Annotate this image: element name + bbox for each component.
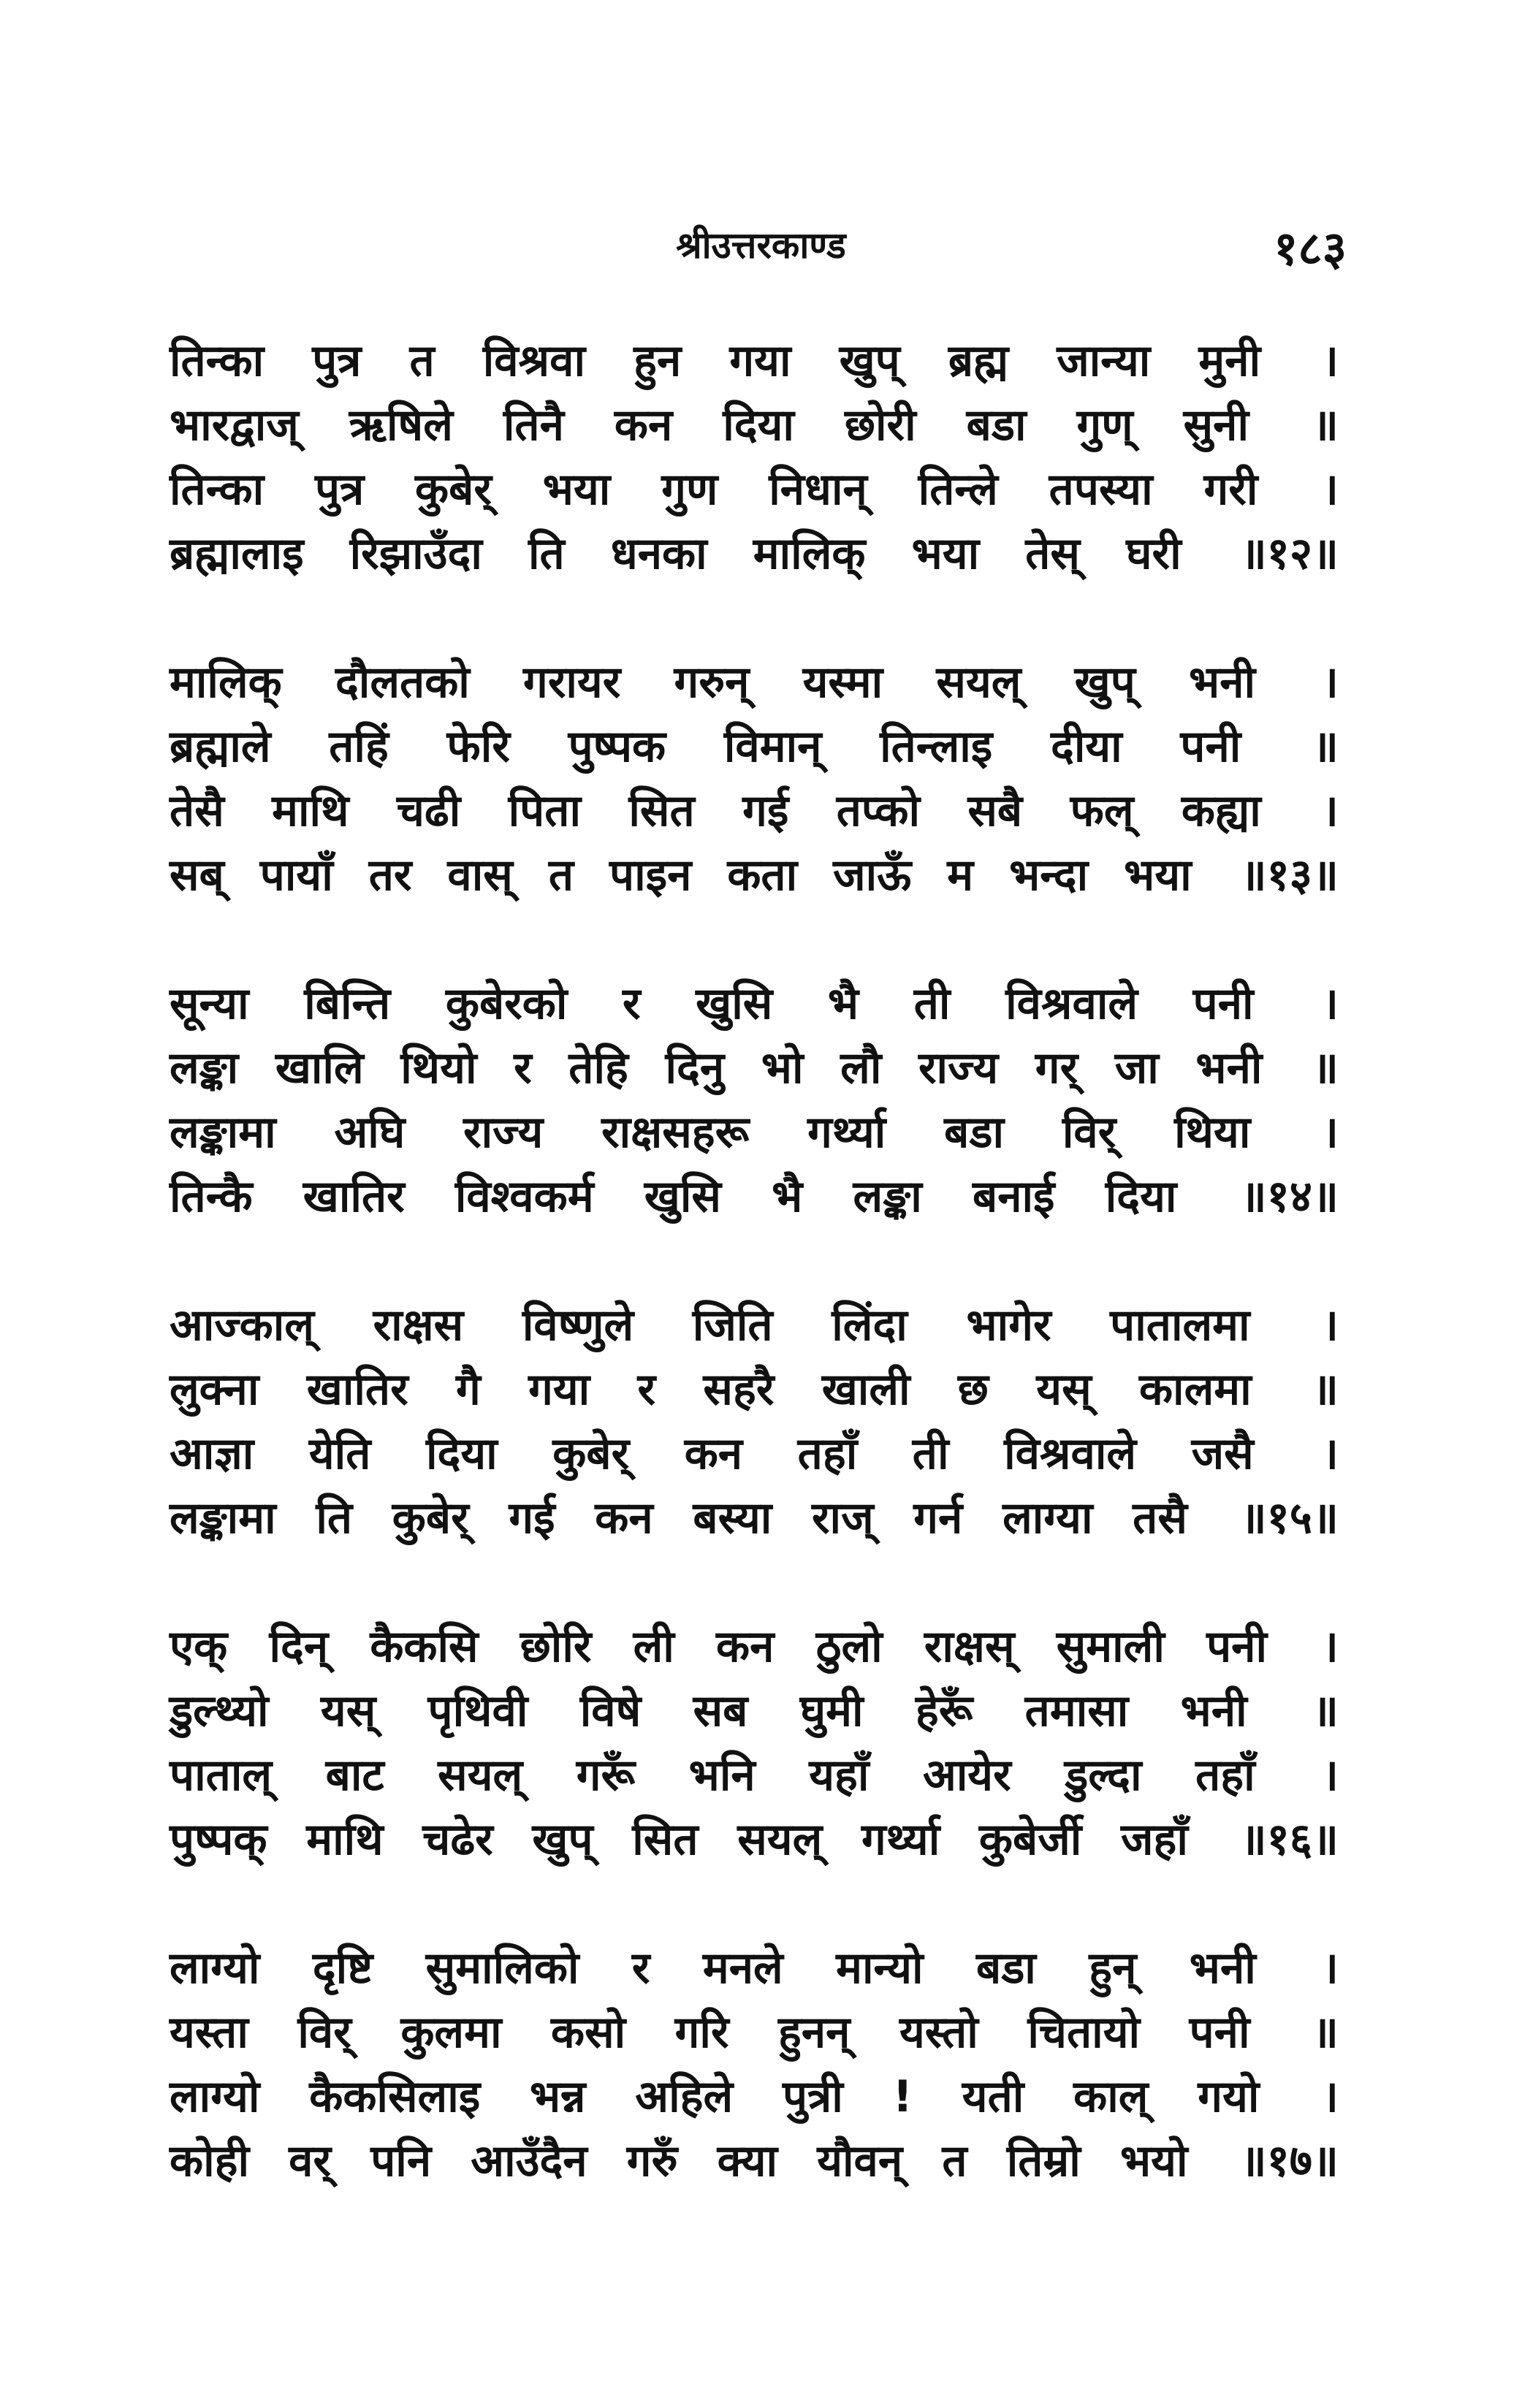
verse-word: लाग्या: [1002, 1493, 1093, 1544]
verse-word: भनी: [1189, 1943, 1256, 1994]
verse-end-mark: ॥१३॥: [1240, 850, 1339, 901]
verse-word: गर्थ्या: [861, 1814, 940, 1865]
verse-word: सुनी: [1183, 400, 1249, 451]
verse-word: यस्मा: [802, 657, 883, 708]
verse-word: गरी: [1203, 464, 1258, 515]
poem-body: [170, 329, 1339, 2258]
verse-word: थियो: [400, 1043, 477, 1094]
verse-word: आज्ञा: [170, 1428, 254, 1479]
verse-word: सयल्: [737, 1814, 823, 1865]
verse-word: विश्रवाले: [1005, 978, 1138, 1029]
verse-word: पुत्री: [783, 2071, 843, 2122]
verse-word: तिन्का: [170, 335, 265, 386]
verse-line: [170, 1357, 1339, 1422]
verse-word: गरि: [674, 2007, 729, 2058]
verse-word: कुबेर्जी: [978, 1814, 1082, 1865]
verse-word: तेस्: [1025, 528, 1080, 579]
verse-word: तप्को: [836, 785, 920, 837]
stanza: [170, 329, 1339, 586]
verse-end-mark: ।: [1322, 1107, 1339, 1158]
verse-word: पाताल्: [170, 1750, 273, 1801]
verse-word: दृष्टि: [312, 1943, 373, 1994]
verse-word: खुप्: [1074, 657, 1135, 708]
verse-word: सहरै: [703, 1364, 775, 1415]
verse-word: गयो: [1198, 2071, 1260, 2122]
verse-word: खुप्: [839, 335, 900, 386]
verse-word: भन्दा: [1009, 850, 1089, 901]
verse-word: चढेर: [422, 1814, 493, 1865]
verse-word: माथि: [272, 785, 349, 837]
verse-word: गई: [509, 1493, 555, 1544]
verse-word: डुल्थ्यो: [170, 1685, 269, 1737]
verse-word: जाऊँ: [833, 850, 912, 901]
verse-word: लौ: [840, 1043, 882, 1094]
verse-word: तेहि: [568, 1043, 628, 1094]
verse-word: विष्णुले: [522, 1300, 634, 1351]
verse-line: [170, 2129, 1339, 2193]
verse-word: कुबेर्: [552, 1428, 630, 1479]
stanza: [170, 650, 1339, 907]
verse-line: [170, 715, 1339, 779]
verse-word: गरुँ: [626, 2135, 678, 2187]
verse-end-mark: ।: [1322, 2071, 1339, 2122]
verse-end-mark: ।: [1322, 785, 1339, 837]
verse-word: कन: [595, 1493, 653, 1544]
verse-word: विर्: [1062, 1107, 1116, 1158]
verse-word: वास्: [447, 850, 513, 901]
verse-word: हुनन्: [778, 2007, 851, 2058]
verse-end-mark: ॥१६॥: [1240, 1814, 1339, 1865]
verse-word: कैकसि: [370, 1621, 479, 1672]
verse-word: विश्वकर्म: [454, 1171, 594, 1222]
verse-end-mark: ।: [1322, 1621, 1339, 1672]
verse-word: दीया: [1050, 721, 1122, 772]
verse-word: कन: [614, 400, 673, 451]
verse-line: [170, 1293, 1339, 1357]
verse-word: भै: [772, 1171, 803, 1222]
verse-word: राक्षस: [373, 1300, 464, 1351]
running-title: श्रीउत्तरकाण्ड: [676, 224, 846, 267]
verse-end-mark: ॥: [1312, 1685, 1339, 1737]
verse-word: कह्या: [1181, 785, 1261, 837]
verse-word: हेरूँ: [915, 1685, 973, 1737]
verse-word: आउँदैन: [471, 2135, 587, 2187]
verse-word: फल्: [1070, 785, 1134, 837]
verse-word: गुण्: [1076, 400, 1133, 451]
page-number: १८३: [1274, 222, 1347, 276]
verse-word: खुसि: [644, 1171, 721, 1222]
verse-word: सबै: [967, 785, 1023, 837]
verse-word: भागेर: [966, 1300, 1051, 1351]
verse-line: [170, 1807, 1339, 1872]
verse-end-mark: ॥: [1312, 2007, 1339, 2058]
verse-word: र: [622, 978, 641, 1029]
verse-word: सुमाली: [1056, 1621, 1165, 1672]
verse-line: [170, 779, 1339, 843]
verse-word: लिंदा: [832, 1300, 908, 1351]
verse-word: सब: [693, 1685, 748, 1737]
verse-word: कैकसिलाइ: [309, 2071, 481, 2122]
verse-word: लाग्यो: [170, 1943, 260, 1994]
verse-word: दिया: [1105, 1171, 1177, 1222]
verse-word: यस्तो: [899, 2007, 978, 2058]
verse-word: विश्रवाले: [1004, 1428, 1137, 1479]
verse-line: [170, 1679, 1339, 1743]
verse-word: भनी: [1180, 1685, 1247, 1737]
verse-word: एक्: [170, 1621, 228, 1672]
verse-word: तसै: [1133, 1493, 1187, 1544]
verse-line: [170, 457, 1339, 522]
verse-word: कुबेरको: [445, 978, 568, 1029]
verse-word: ऋषिले: [349, 400, 453, 451]
verse-word: ति: [316, 1493, 353, 1544]
verse-word: तिन्का: [170, 464, 265, 515]
verse-end-mark: ॥१२॥: [1240, 528, 1339, 579]
verse-line: [170, 522, 1339, 586]
verse-word: सित: [632, 1814, 699, 1865]
verse-word: पुत्र: [312, 335, 362, 386]
verse-word: खातिर: [306, 1364, 408, 1415]
verse-word: गई: [742, 785, 789, 837]
verse-word: राज्य: [463, 1107, 544, 1158]
verse-word: सित: [628, 785, 695, 837]
verse-end-mark: ।: [1322, 978, 1339, 1029]
verse-word: भनि: [688, 1750, 756, 1801]
verse-word: वर्: [289, 2135, 332, 2187]
verse-word: कुबेर्: [415, 464, 492, 515]
verse-word: कोही: [170, 2135, 250, 2187]
verse-word: खातिर: [303, 1171, 405, 1222]
verse-word: बाट: [325, 1750, 384, 1801]
verse-word: कसो: [550, 2007, 626, 2058]
verse-word: दिन्: [269, 1621, 329, 1672]
verse-end-mark: ।: [1322, 657, 1339, 708]
verse-word: यस्: [320, 1685, 376, 1737]
verse-word: छोरी: [844, 400, 916, 451]
verse-end-mark: ॥: [1312, 400, 1339, 451]
verse-word: तर: [368, 850, 412, 901]
verse-word: अहिले: [635, 2071, 734, 2122]
verse-word: र: [631, 1943, 650, 1994]
verse-word: पायाँ: [259, 850, 333, 901]
verse-word: खुसि: [696, 978, 773, 1029]
verse-word: गर्: [1035, 1043, 1078, 1094]
verse-word: सयल्: [936, 657, 1021, 708]
verse-word: जा: [1114, 1043, 1159, 1094]
verse-word: छोरि: [520, 1621, 592, 1672]
stanza: [170, 1293, 1339, 1550]
verse-word: त: [942, 2135, 967, 2187]
verse-word: भनी: [1195, 1043, 1263, 1094]
verse-word: राज्य: [918, 1043, 999, 1094]
verse-word: पनि: [370, 2135, 432, 2187]
verse-word: भारद्वाज्: [170, 400, 299, 451]
verse-word: जहाँ: [1121, 1814, 1188, 1865]
verse-word: भया: [911, 528, 980, 579]
page-header: [0, 219, 1522, 278]
verse-end-mark: ।: [1322, 1943, 1339, 1994]
verse-word: मालिक्: [170, 657, 282, 708]
verse-word: तिन्ले: [918, 464, 998, 515]
verse-word: गया: [528, 1364, 590, 1415]
verse-word: पातालमा: [1110, 1300, 1250, 1351]
verse-word: गरूँ: [576, 1750, 636, 1801]
verse-word: विषे: [579, 1685, 642, 1737]
verse-word: फेरि: [446, 721, 510, 772]
verse-end-mark: ॥: [1312, 1043, 1339, 1094]
verse-line: [170, 650, 1339, 715]
verse-word: कालमा: [1138, 1364, 1252, 1415]
verse-end-mark: ।: [1322, 1750, 1339, 1801]
verse-word: कन: [716, 1621, 775, 1672]
verse-word: मनले: [702, 1943, 783, 1994]
verse-word: सून्या: [170, 978, 249, 1029]
verse-word: पनी: [1189, 2007, 1250, 2058]
verse-word: मालिक्: [753, 528, 866, 579]
verse-end-mark: ॥१७॥: [1240, 2135, 1339, 2187]
verse-end-mark: ।: [1322, 464, 1339, 515]
verse-word: यौवन्: [817, 2135, 903, 2187]
stanza: [170, 972, 1339, 1229]
verse-word: काल्: [1073, 2071, 1149, 2122]
verse-word: चितायो: [1027, 2007, 1141, 2058]
verse-word: घुमी: [799, 1685, 864, 1737]
verse-word: धनका: [610, 528, 707, 579]
verse-line: [170, 1165, 1339, 1229]
verse-word: राक्षसहरू: [601, 1107, 750, 1158]
verse-word: अघि: [334, 1107, 406, 1158]
verse-word: पिता: [508, 785, 581, 837]
verse-word: गर्थ्या: [807, 1107, 886, 1158]
verse-word: पुष्पक: [568, 721, 666, 772]
verse-end-mark: ॥१४॥: [1240, 1171, 1339, 1222]
verse-word: दौलतको: [335, 657, 470, 708]
verse-word: निधान्: [769, 464, 867, 515]
verse-line: [170, 2065, 1339, 2129]
verse-word: दिया: [723, 400, 794, 451]
verse-line: [170, 393, 1339, 457]
verse-word: तहिं: [329, 721, 389, 772]
verse-word: हुन: [633, 335, 682, 386]
verse-end-mark: ।: [1322, 335, 1339, 386]
verse-end-mark: ।: [1322, 1300, 1339, 1351]
stanza: [170, 1936, 1339, 2193]
verse-word: त: [548, 850, 574, 901]
verse-word: र: [514, 1043, 532, 1094]
verse-word: भया: [1124, 850, 1192, 901]
verse-word: माथि: [306, 1814, 384, 1865]
verse-word: खाली: [821, 1364, 910, 1415]
verse-word: ब्रह्मालाइ: [170, 528, 304, 579]
verse-word: तपस्या: [1049, 464, 1153, 515]
verse-word: गै: [455, 1364, 481, 1415]
verse-word: जसै: [1191, 1428, 1254, 1479]
verse-line: [170, 1615, 1339, 1679]
verse-line: [170, 1422, 1339, 1486]
verse-word: !: [892, 2071, 913, 2122]
verse-word: आज्काल्: [170, 1300, 314, 1351]
verse-word: गरायर: [523, 657, 621, 708]
verse-end-mark: ॥: [1312, 721, 1339, 772]
verse-word: बिन्ति: [304, 978, 391, 1029]
verse-word: ब्रह्माले: [170, 721, 271, 772]
verse-word: गरुन्: [674, 657, 750, 708]
verse-word: ती: [913, 978, 951, 1029]
verse-word: चढी: [396, 785, 461, 837]
verse-word: पुष्पक्: [170, 1814, 267, 1865]
verse-word: लङ्का: [853, 1171, 922, 1222]
verse-word: दिया: [425, 1428, 498, 1479]
verse-word: बडा: [975, 1943, 1036, 1994]
verse-word: कन: [684, 1428, 743, 1479]
verse-word: येति: [308, 1428, 371, 1479]
verse-word: लङ्का: [170, 1043, 239, 1094]
verse-word: कता: [727, 850, 798, 901]
verse-word: लङ्कामा: [170, 1107, 276, 1158]
verse-word: पुत्र: [314, 464, 365, 515]
verse-word: डुल्दा: [1065, 1750, 1142, 1801]
verse-word: बस्या: [693, 1493, 772, 1544]
verse-word: मुनी: [1198, 335, 1261, 386]
verse-word: जान्या: [1057, 335, 1151, 386]
verse-line: [170, 1100, 1339, 1165]
verse-end-mark: ॥: [1312, 1364, 1339, 1415]
verse-word: भै: [827, 978, 859, 1029]
verse-word: तमासा: [1024, 1685, 1129, 1737]
verse-word: तिन्लाइ: [880, 721, 993, 772]
verse-word: कुबेर्: [392, 1493, 469, 1544]
verse-word: सुमालिको: [425, 1943, 579, 1994]
verse-word: तिन्कै: [170, 1171, 253, 1222]
verse-line: [170, 1486, 1339, 1550]
verse-word: ली: [633, 1621, 674, 1672]
verse-word: राक्षस्: [924, 1621, 1015, 1672]
verse-line: [170, 2000, 1339, 2065]
verse-word: म: [947, 850, 974, 901]
verse-word: खालि: [275, 1043, 364, 1094]
verse-word: कुलमा: [400, 2007, 502, 2058]
verse-word: भन्न: [530, 2071, 586, 2122]
verse-word: पनी: [1180, 721, 1241, 772]
verse-word: पनी: [1206, 1621, 1267, 1672]
verse-word: तिम्रो: [1006, 2135, 1081, 2187]
verse-word: यती: [962, 2071, 1024, 2122]
verse-line: [170, 843, 1339, 907]
verse-word: गर्न: [913, 1493, 963, 1544]
verse-word: ठुलो: [815, 1621, 883, 1672]
verse-word: छ: [957, 1364, 989, 1415]
verse-word: ब्रह्म: [948, 335, 1009, 386]
stanza: [170, 1615, 1339, 1872]
verse-word: रिझाउँदा: [349, 528, 482, 579]
verse-word: यहाँ: [809, 1750, 870, 1801]
verse-word: लाग्यो: [170, 2071, 260, 2122]
verse-word: भो: [761, 1043, 804, 1094]
verse-word: राज्: [811, 1493, 874, 1544]
verse-word: पनी: [1192, 978, 1254, 1029]
verse-word: हुन्: [1089, 1943, 1137, 1994]
verse-line: [170, 972, 1339, 1036]
verse-word: विश्रवा: [482, 335, 586, 386]
verse-word: सयल्: [438, 1750, 523, 1801]
verse-word: जिति: [692, 1300, 773, 1351]
verse-word: तहाँ: [1195, 1750, 1255, 1801]
verse-word: यस्ता: [170, 2007, 248, 2058]
verse-word: विर्: [297, 2007, 351, 2058]
verse-word: तहाँ: [797, 1428, 858, 1479]
verse-word: दिनु: [665, 1043, 725, 1094]
verse-word: क्या: [717, 2135, 778, 2187]
verse-word: थिया: [1174, 1107, 1251, 1158]
verse-line: [170, 1936, 1339, 2000]
verse-end-mark: ॥१५॥: [1240, 1493, 1339, 1544]
verse-word: पृथिवी: [427, 1685, 528, 1737]
verse-word: गया: [729, 335, 791, 386]
verse-line: [170, 329, 1339, 393]
verse-word: त: [409, 335, 435, 386]
verse-word: बडा: [966, 400, 1027, 451]
verse-word: घरी: [1126, 528, 1182, 579]
verse-word: गुण: [661, 464, 718, 515]
verse-word: आयेर: [922, 1750, 1011, 1801]
verse-word: यस्: [1036, 1364, 1092, 1415]
verse-word: पाइन: [609, 850, 692, 901]
verse-word: भनी: [1189, 657, 1256, 708]
verse-word: खुप्: [532, 1814, 593, 1865]
verse-word: मान्यो: [836, 1943, 924, 1994]
verse-word: ती: [912, 1428, 949, 1479]
verse-word: सब्: [170, 850, 224, 901]
verse-word: भया: [542, 464, 611, 515]
verse-word: बडा: [944, 1107, 1005, 1158]
verse-word: लङ्कामा: [170, 1493, 276, 1544]
verse-word: तेसै: [170, 785, 224, 837]
verse-word: भयो: [1120, 2135, 1188, 2187]
verse-end-mark: ।: [1322, 1428, 1339, 1479]
verse-word: बनाई: [972, 1171, 1055, 1222]
verse-line: [170, 1036, 1339, 1100]
verse-word: तिनै: [503, 400, 564, 451]
verse-word: विमान्: [723, 721, 822, 772]
verse-word: लुक्ना: [170, 1364, 259, 1415]
verse-line: [170, 1743, 1339, 1807]
verse-word: ति: [528, 528, 565, 579]
verse-word: र: [637, 1364, 656, 1415]
